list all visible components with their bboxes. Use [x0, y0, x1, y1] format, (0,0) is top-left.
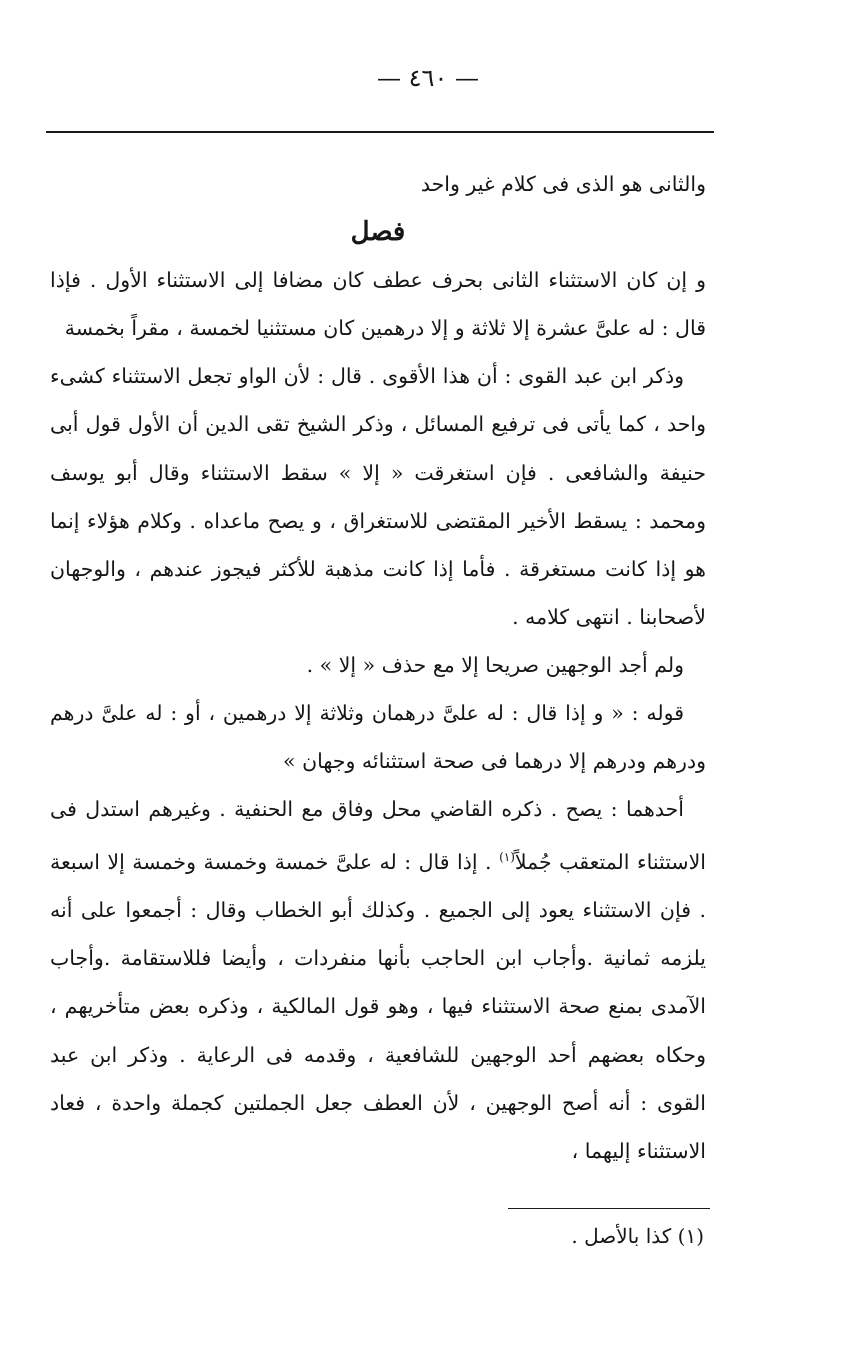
footnote: (١) كذا بالأصل . [571, 1224, 704, 1248]
paragraph-3: ولم أجد الوجهين صريحا إلا مع حذف « إلا » . [306, 652, 684, 677]
paragraph-5 [50, 785, 706, 1175]
header-rule [46, 131, 714, 133]
footnote-rule [508, 1208, 710, 1209]
paragraph-2: وذكر ابن عبد القوى : أن هذا الأقوى . قال : لأن الواو تجعل الاستثناء كشىء واحد ، كما يأتى فى ترفيع المسائل ، وذكر الشيخ تقى الدين أن الأول قول أبى حنيفة والشافعى . فإن استغرقت « إلا » سقط الاستثناء وقال أبو يوسف ومحمد : يسقط الأخير المقتضى للاستغراق ، و يصح ماعداه . وكلام هؤلاء إنما هو إذا كانت مستغرقة . فأما إذا كانت مذهبة للأكثر فيجوز عندهم ، والوجهان لأصحابنا . انتهى كلامه . [50, 364, 706, 629]
footnote-reference: (١) [499, 850, 515, 865]
section-heading: فصل [350, 217, 406, 248]
paragraph-5-part-a: أحدهما : يصح . ذكره القاضي محل وفاق مع الحنفية . وغيرهم استدل فى الاستثناء المتعقب جُملاً [50, 797, 706, 875]
opening-line: والثانى هو الذى فى كلام غير واحد [420, 172, 706, 196]
paragraph-4: قوله : « و إذا قال : له علىَّ درهمان وثلاثة إلا درهمين ، أو : له علىَّ درهم ودرهم ودرهم إلا درهما فى صحة استثنائه وجهان » [50, 701, 706, 774]
paragraph-5-part-b: . إذا قال : له علىَّ خمسة وخمسة وخمسة إلا اسبعة . فإن الاستثناء يعود إلى الجميع . وكذلك أبو الخطاب وقال : أجمعوا على أنه يلزمه ثمانية .وأجاب ابن الحاجب بأنها منفردات ، وأيضا فللاستقامة .وأجاب الآمدى بمنع صحة الاستثناء فيها ، وهو قول المالكية ، وذكره بعض متأخريهم ، وحكاه بعضهم أحد الوجهين للشافعية ، وقدمه فى الرعاية . وذكر ابن عبد القوى : أنه أصح الوجهين ، لأن العطف جعل الجملتين كجملة واحدة ، فعاد الاستثناء إليهما ، [50, 850, 706, 1163]
page-body [50, 160, 706, 1175]
paragraph-1: و إن كان الاستثناء الثانى بحرف عطف كان مضافا إلى الاستثناء الأول . فإذا قال : له علىَّ عشرة إلا ثلاثة و إلا درهمين كان مستثنيا لخمسة ، مقراً بخمسة [50, 268, 706, 341]
page-number: — ٤٦٠ — [377, 64, 479, 92]
